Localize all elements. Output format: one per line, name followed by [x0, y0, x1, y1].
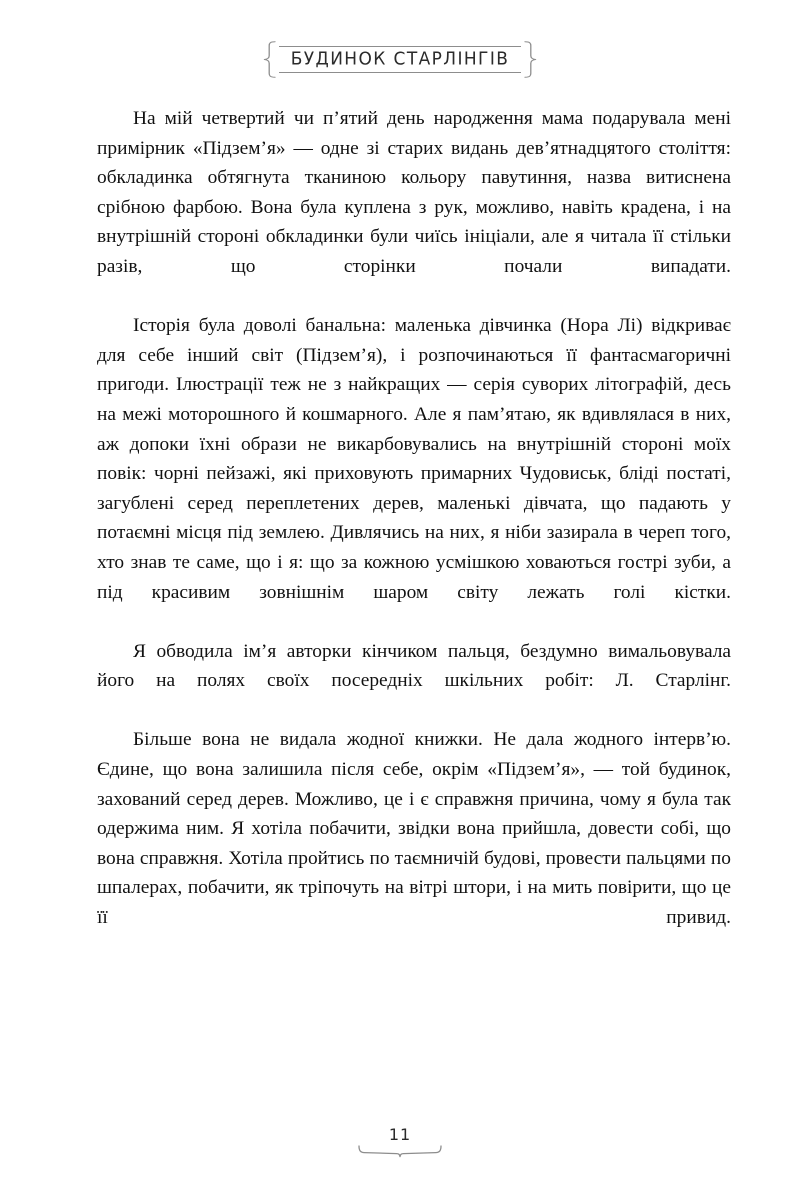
page-body	[97, 104, 731, 962]
paragraph: Більше вона не видала жодної книжки. Не дала жодного інтерв’ю. Єдине, що вона залишила після себе, окрім «Підзем’я», — той будинок, захований серед дерев. Можливо, це і є справжня причина, чому я була так одержима ним. Я хотіла побачити, звідки вона прийшла, довести собі, що вона справжня. Хотіла пройтись по таємничій будові, провести пальцями по шпалерах, побачити, як тріпочуть на вітрі штори, і на мить повірити, що це її привид.	[97, 729, 731, 929]
page-number: 11	[388, 1125, 412, 1144]
running-head-cartouche	[265, 46, 536, 73]
paragraph: На мій четвертий чи п’ятий день народження мама подарувала мені примірник «Підзем’я» — одне зі старих видань дев’ятнадцятого століття: обкладинка обтягнута тканиною кольору павутиння, назва витиснена срібною фарбою. Вона була куплена з рук, можливо, навіть крадена, і на внутрішній стороні обкладинки були чиїсь ініціали, але я читала її стільки разів, що сторінки почали випадати.	[97, 108, 731, 277]
running-head-title: БУДИНОК СТАРЛІНГІВ	[290, 47, 510, 70]
paragraph: Історія була доволі банальна: маленька дівчинка (Нора Лі) відкриває для себе інший світ (Підзем’я), і розпочинаються її фантасмагоричні пригоди. Ілюстрації теж не з найкращих — серія суворих літографій, десь на межі моторошного й кошмарного. Але я пам’ятаю, як вдивлялася в них, аж допоки їхні образи не викарбовувались на внутрішній стороні моїх повік: чорні пейзажі, які приховують примарних Чудовиськ, бліді постаті, загублені серед переплетених дерев, маленькі дівчата, що падають у потаємні місця під землею. Дивлячись на них, я ніби зазирала в череп того, хто знав те саме, що і я: що за кожною усмішкою ховаються гострі зуби, а під красивим зовнішнім шаром світу лежать голі кістки.	[97, 315, 731, 603]
curly-bracket-up-icon	[357, 1145, 443, 1158]
curly-bracket-right-icon	[524, 41, 537, 78]
page-footer	[0, 1126, 800, 1158]
curly-bracket-left-icon	[263, 41, 276, 78]
running-head	[0, 40, 800, 78]
paragraph: Я обводила ім’я авторки кінчиком пальця, бездумно вимальовувала його на полях своїх посередніх шкільних робіт: Л. Старлінг.	[97, 640, 731, 692]
